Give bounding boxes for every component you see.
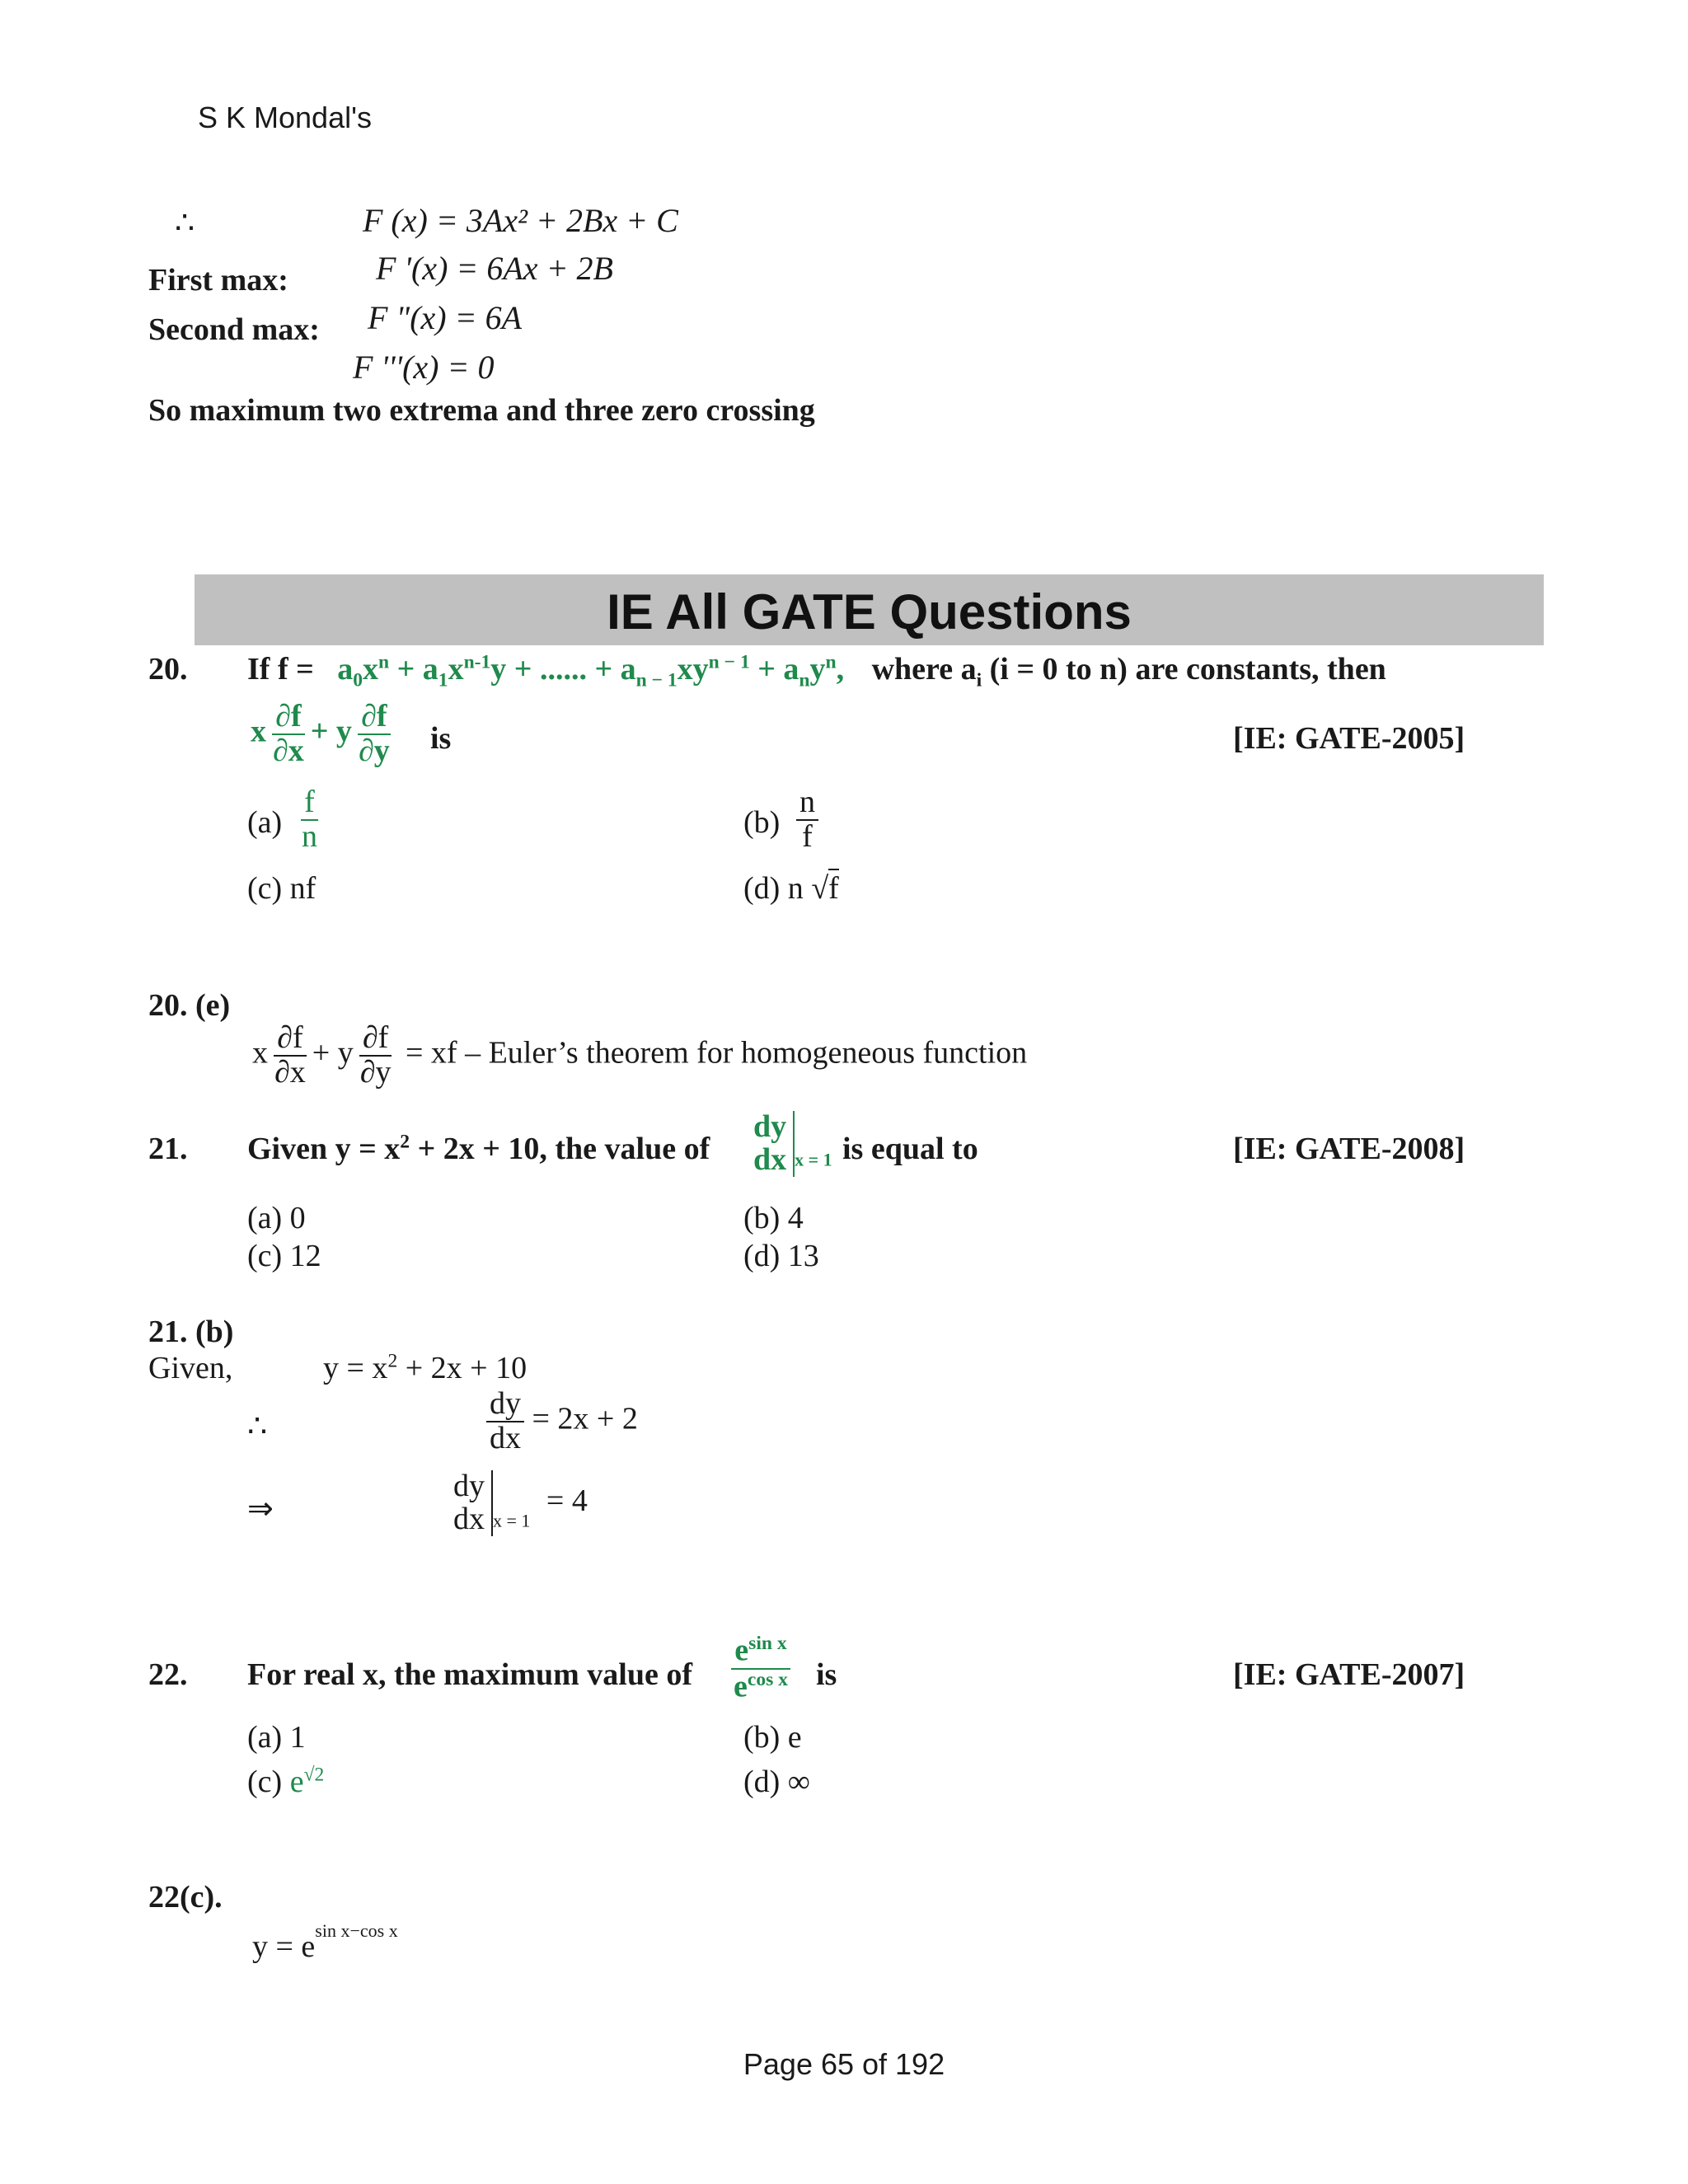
equation-f-double-prime: F "(x) = 6A	[368, 299, 523, 336]
second-max-label: Second max:	[148, 312, 320, 347]
q20-statement	[247, 651, 1540, 692]
q20-prefix: If f =	[247, 652, 314, 687]
q21-text: Given $y = x^2 + 2x + 10$, the value of	[247, 1131, 710, 1166]
q20-option-a-label: (a)	[247, 805, 283, 840]
a20-equation: x $\frac{\partial f}{\partial x}$ + y $\frac{\partial f}{\partial y}$ = xf – Euler’s theorem for homogeneous function	[252, 1020, 1028, 1090]
q21-option-d: (d) 13	[743, 1239, 819, 1273]
a21-label: 21. (b)	[148, 1315, 234, 1349]
a22-equation: $y = e^{sin x-cos x}$	[252, 1920, 398, 1964]
page-number: Page 65 of 192	[743, 2047, 945, 2081]
a21-given: Given,	[148, 1351, 233, 1385]
a21-equation-1: $y = x^2 + 2x + 10$	[323, 1350, 528, 1385]
q22-text: For real x, the maximum value of	[247, 1657, 693, 1692]
q21-source: [IE: GATE-2008]	[1233, 1132, 1465, 1166]
q21-derivative: dy dx $_{x = 1}$	[750, 1111, 832, 1177]
equation-f: F (x) = 3Ax² + 2Bx + C	[363, 202, 678, 239]
q22-option-d: (d) ∞	[743, 1765, 810, 1799]
q20-number: 20.	[148, 652, 188, 687]
q20-option-c: (c) nf	[247, 871, 316, 906]
q22-expression: $\frac{e^{sin x}}{e^{cos x}}$	[730, 1633, 791, 1704]
a21-therefore: ∴	[247, 1409, 268, 1444]
a21-implies: ⇒	[247, 1492, 274, 1526]
section-title: IE All GATE Questions	[607, 584, 1132, 640]
q21-number: 21.	[148, 1132, 188, 1166]
q21-option-b: (b) 4	[743, 1201, 804, 1235]
q22-option-b: (b) e	[743, 1720, 802, 1755]
q20-option-a-value: $\frac{f}{n}$	[302, 785, 317, 854]
q20-expression: x $\frac{\partial f}{\partial x}$ + y $\frac{\partial f}{\partial y}$	[251, 699, 390, 768]
conclusion-text: So maximum two extrema and three zero crossing	[148, 393, 815, 428]
a20-label: 20. (e)	[148, 988, 231, 1023]
equation-f-triple-prime: F '''(x) = 0	[353, 349, 495, 386]
q22-option-a: (a) 1	[247, 1720, 306, 1755]
a21-equation-2: $\frac{dy}{dx}$ = 2x + 2	[486, 1388, 638, 1455]
q20-option-b-label: (b)	[743, 805, 781, 840]
first-max-label: First max:	[148, 263, 288, 298]
q21-suffix: is equal to	[842, 1132, 978, 1166]
q20-where: where $a_i$ (i = 0 to n) are constants, then	[871, 652, 1386, 691]
q21-option-c: (c) 12	[247, 1239, 321, 1273]
therefore-symbol: ∴	[175, 206, 195, 241]
equation-f-prime: F '(x) = 6Ax + 2B	[376, 250, 613, 287]
q20-option-b-value: $\frac{n}{f}$	[793, 786, 822, 854]
q22-number: 22.	[148, 1657, 188, 1692]
a21-equation-3: dy dx $_{x = 1}$ = 4	[450, 1470, 588, 1536]
q22-option-c: (c) $e^{√2}$	[247, 1764, 325, 1799]
q22-is: is	[816, 1657, 837, 1692]
q20-source: [IE: GATE-2005]	[1233, 721, 1465, 756]
page-header-author: S K Mondal's	[198, 101, 372, 134]
q20-option-d: (d) n √f	[743, 870, 839, 907]
q22-source: [IE: GATE-2007]	[1233, 1657, 1465, 1692]
q20-polynomial: $a_0x^n + a_1x^{n-1}y$ + ...... + $a_{n - 1}xy^{n - 1} + a_ny^n$,	[321, 651, 845, 691]
q21-option-a: (a) 0	[247, 1201, 306, 1235]
q20-is: is	[430, 721, 452, 756]
a22-label: 22(c).	[148, 1880, 223, 1915]
